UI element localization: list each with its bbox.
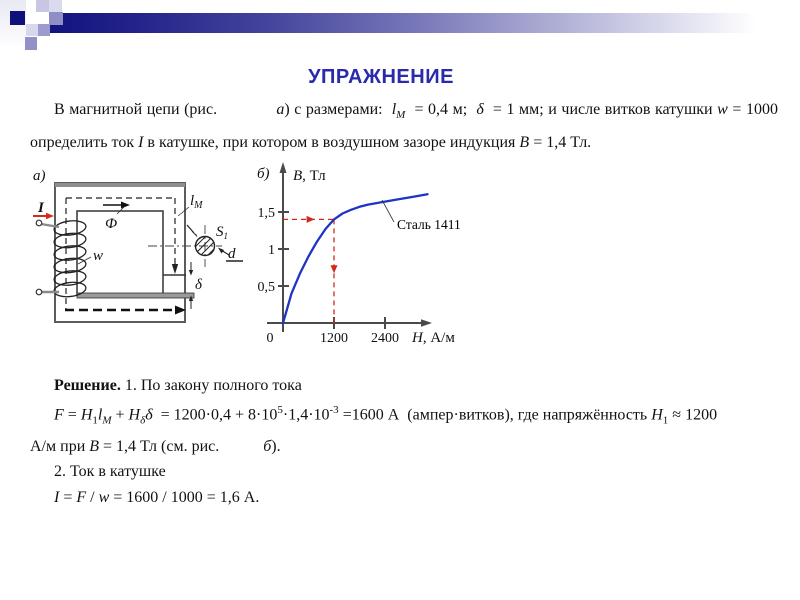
coil-winding [53, 219, 86, 298]
marker-right-arrow [307, 216, 315, 223]
magnetic-circuit-diagram [25, 158, 255, 343]
x-axis-label: H, А/м [412, 330, 455, 346]
solution-text [30, 373, 795, 510]
flux-label: Ф [105, 216, 118, 232]
deco-square [38, 24, 50, 36]
top-terminal [36, 220, 42, 226]
diameter-pointer-head [218, 248, 224, 254]
y-tick-label: 0,5 [257, 280, 275, 295]
core-top-shade [55, 183, 185, 187]
gap-label: δ [195, 277, 202, 293]
section-label: $S_1$ [216, 224, 228, 241]
deco-square [25, 37, 37, 50]
core-inner-outline [77, 211, 163, 295]
bh-curve [283, 194, 428, 323]
header-gradient-bar [50, 13, 778, 33]
core-outer-outline [55, 183, 185, 322]
steel-label: Сталь 1411 [397, 217, 461, 232]
steel-label-leader [382, 200, 394, 222]
turns-label: w [93, 248, 104, 264]
slide-title: УПРАЖНЕНИЕ [308, 66, 454, 88]
bh-curve-chart [255, 160, 470, 360]
current-arrow-head [46, 213, 54, 219]
section-pointer-line [187, 225, 194, 233]
figure-a-label: а) [33, 168, 46, 184]
top-lead-wire [41, 224, 59, 227]
x-tick-label: 2400 [371, 331, 399, 346]
bottom-yoke-edge [77, 293, 194, 298]
x-axis-arrow [421, 319, 432, 327]
y-axis-arrow [280, 162, 287, 173]
deco-square-dark [10, 11, 25, 25]
flux-arrow-head [121, 202, 130, 209]
y-tick-label: 1 [268, 243, 275, 258]
path-length-leader [178, 207, 189, 216]
solution-formula: I = F / w = 1600 / 1000 = 1,6 А. [54, 488, 260, 506]
solution-line: А/м при B = 1,4 Тл (см. рис. б). [30, 438, 281, 456]
deco-square [49, 0, 62, 12]
solution-line: 2. Ток в катушке [54, 463, 166, 481]
problem-text: В магнитной цепи (рис. а) с размерами: $l_M = 0,4$ м; δ = 1 мм; и числе витков катушки w = 1000 определить ток I в катушке, при котором в воздушном зазоре индукция B = 1,4 Тл. [30, 101, 778, 152]
y-tick-label: 1,5 [257, 206, 275, 221]
origin-label: 0 [266, 331, 274, 346]
mean-path-down-arrow [172, 264, 178, 274]
diameter-label: d [228, 246, 236, 262]
path-length-label: $l_M$ [190, 193, 203, 211]
deco-square [36, 0, 49, 12]
current-label: I [38, 200, 44, 216]
y-axis-label: B, Тл [293, 168, 326, 184]
deco-square [26, 24, 38, 36]
gap-tick-top-arrow [189, 270, 193, 276]
solution-line: Решение. 1. По закону полного тока [54, 377, 302, 394]
marker-down-arrow [331, 265, 338, 273]
section-pointer-head [192, 231, 198, 237]
deco-square [49, 12, 63, 25]
bottom-terminal [36, 289, 42, 295]
section-hatch [191, 218, 217, 279]
figure-b-label: б) [257, 166, 270, 182]
solution-formula: $F = H_1l_M + H_\delta\delta = 1200\cdot 0,4 + 8\cdot 10^5\cdot 1,4\cdot 10^{-3} =1600$ А (ампер·витков), где напряжённость $H_1 \approx 1200$ [54, 404, 718, 427]
x-tick-label: 1200 [320, 331, 348, 346]
